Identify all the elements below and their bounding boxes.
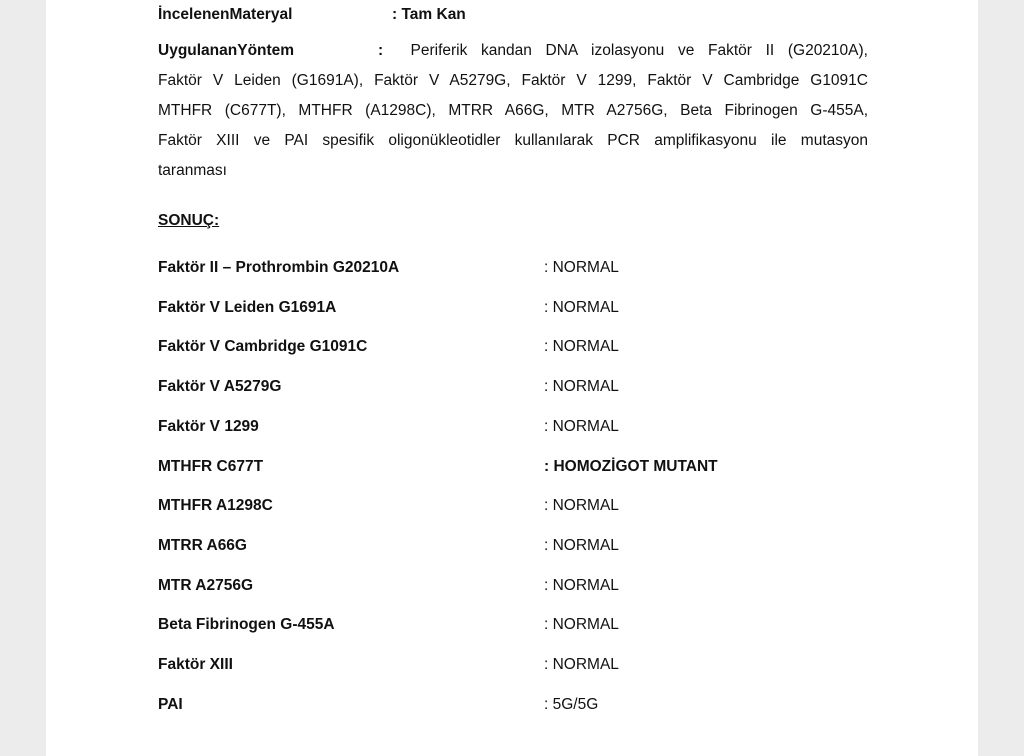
result-value: : NORMAL — [544, 259, 619, 276]
result-row — [158, 378, 868, 402]
result-row — [158, 616, 868, 640]
result-name: MTRR A66G — [158, 536, 247, 554]
method-colon: : — [378, 42, 384, 59]
result-row — [158, 338, 868, 362]
result-name: MTHFR A1298C — [158, 497, 273, 515]
result-value: : NORMAL — [544, 417, 619, 435]
result-value: : HOMOZİGOT MUTANT — [544, 457, 718, 475]
method-line-3: MTHFR (C677T), MTHFR (A1298C), MTRR A66G, MTR A2756G, Beta Fibrinogen G-455A, — [158, 102, 868, 119]
result-name: Faktör V A5279G — [158, 378, 282, 396]
method-line-4: Faktör XIII ve PAI spesifik oligonükleotidler kullanılarak PCR amplifikasyonu ile mutasyon — [158, 132, 868, 149]
result-name: Beta Fibrinogen G-455A — [158, 616, 335, 634]
result-value: : NORMAL — [544, 656, 619, 673]
result-row — [158, 259, 868, 283]
result-row — [158, 418, 868, 442]
result-value: : NORMAL — [544, 497, 619, 515]
result-value: : NORMAL — [544, 576, 619, 594]
result-value: : NORMAL — [544, 338, 619, 356]
result-value: : 5G/5G — [544, 695, 599, 713]
material-label: İncelenenMateryal — [158, 6, 293, 23]
result-row — [158, 577, 868, 601]
method-label: UygulananYöntem — [158, 42, 295, 59]
result-name: Faktör V 1299 — [158, 417, 259, 435]
result-name: MTHFR C677T — [158, 457, 264, 475]
method-line-1 — [158, 36, 868, 66]
result-name: Faktör V Cambridge G1091C — [158, 338, 368, 356]
method-block — [158, 36, 868, 186]
result-name: MTR A2756G — [158, 576, 254, 594]
material-value: : Tam Kan — [392, 6, 466, 23]
result-row — [158, 696, 868, 720]
document-page — [46, 0, 978, 756]
result-row — [158, 299, 868, 323]
result-row — [158, 458, 868, 482]
result-value: : NORMAL — [544, 536, 619, 554]
result-row — [158, 497, 868, 521]
results-title: SONUÇ: — [158, 212, 220, 229]
result-name: Faktör II – Prothrombin G20210A — [158, 259, 400, 276]
method-line-5: taranması — [158, 162, 227, 179]
result-name: Faktör XIII — [158, 656, 233, 673]
method-text-1: Periferik kandan DNA izolasyonu ve Faktör II (G20210A), — [410, 42, 868, 59]
result-value: : NORMAL — [544, 378, 619, 396]
result-name: Faktör V Leiden G1691A — [158, 298, 337, 316]
result-row — [158, 656, 868, 680]
result-row — [158, 537, 868, 561]
result-value: : NORMAL — [544, 616, 619, 634]
result-value: : NORMAL — [544, 298, 619, 316]
result-name: PAI — [158, 695, 183, 713]
method-line-2: Faktör V Leiden (G1691A), Faktör V A5279G, Faktör V 1299, Faktör V Cambridge G1091C — [158, 72, 868, 89]
